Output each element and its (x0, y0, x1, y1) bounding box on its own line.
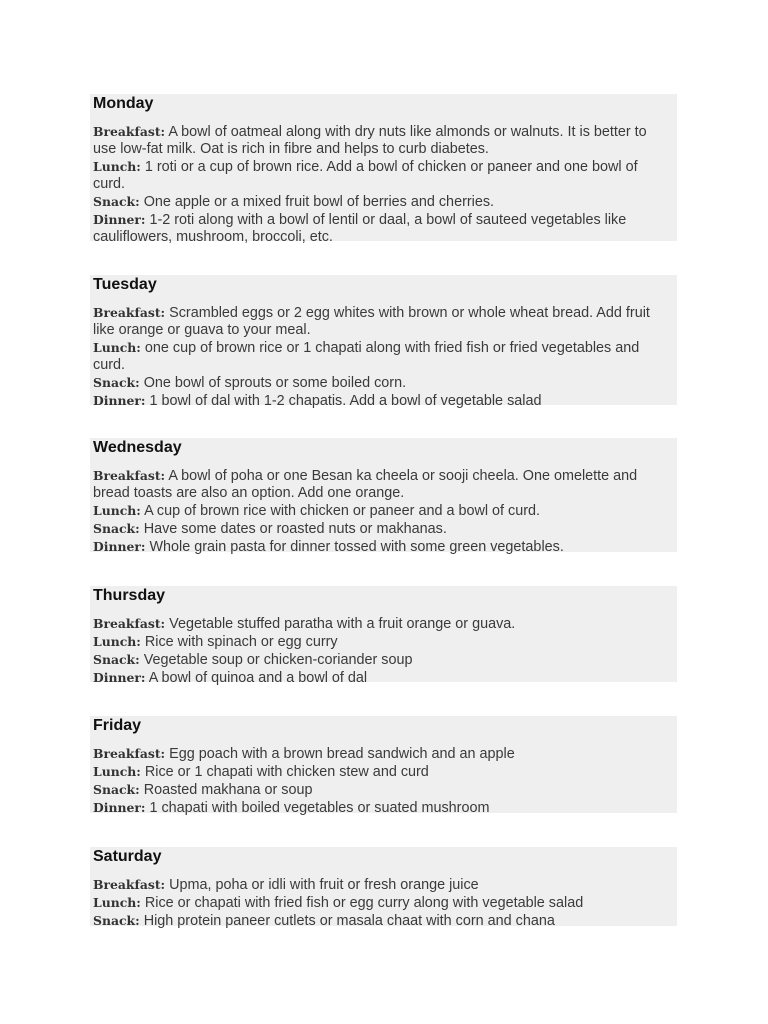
meal-label: Dinner: (93, 393, 146, 408)
meal-label: Dinner: (93, 539, 146, 554)
day-title: Saturday (93, 848, 162, 865)
meal-text: Vegetable stuffed paratha with a fruit orange or guava. (169, 616, 516, 632)
meal-lunch (93, 894, 673, 912)
meal-label: Breakfast: (93, 746, 166, 761)
meal-label: Snack: (93, 521, 140, 536)
meal-lunch (93, 158, 673, 193)
meal-breakfast (93, 123, 673, 158)
meal-text: Roasted makhana or soup (143, 782, 313, 798)
meal-snack (93, 912, 673, 930)
meal-lunch (93, 633, 673, 651)
day-section-thursday (90, 586, 677, 686)
meal-text: 1 bowl of dal with 1-2 chapatis. Add a bowl of vegetable salad (149, 393, 542, 409)
meal-text: Vegetable soup or chicken-coriander soup (143, 652, 413, 668)
meal-label: Breakfast: (93, 305, 166, 320)
meal-dinner (93, 392, 673, 410)
meal-breakfast (93, 745, 673, 763)
meal-label: Snack: (93, 375, 140, 390)
meal-text: Whole grain pasta for dinner tossed with some green vegetables. (149, 539, 564, 555)
meal-text: 1 roti or a cup of brown rice. Add a bowl of chicken or paneer and one bowl of curd. (93, 159, 638, 192)
meal-label: Lunch: (93, 340, 141, 355)
day-title: Wednesday (93, 439, 182, 456)
day-section-wednesday (90, 438, 677, 555)
day-title: Friday (93, 717, 142, 734)
meal-dinner (93, 211, 673, 246)
meal-label: Breakfast: (93, 468, 166, 483)
meal-text: A cup of brown rice with chicken or paneer and a bowl of curd. (144, 503, 541, 519)
meal-text: 1-2 roti along with a bowl of lentil or daal, a bowl of sauteed vegetables like cauliflowers, mushroom, broccoli, etc. (93, 212, 627, 245)
meal-snack (93, 781, 673, 799)
day-section-friday (90, 716, 677, 816)
meal-label: Lunch: (93, 764, 141, 779)
meal-label: Breakfast: (93, 877, 166, 892)
meal-label: Snack: (93, 913, 140, 928)
meal-text: High protein paneer cutlets or masala chaat with corn and chana (143, 913, 555, 929)
meal-dinner (93, 799, 673, 817)
meal-text: Rice or 1 chapati with chicken stew and curd (144, 764, 429, 780)
meal-text: A bowl of oatmeal along with dry nuts like almonds or walnuts. It is better to use low-fat milk. Oat is rich in fibre and helps to curb diabetes. (93, 124, 647, 157)
meal-label: Dinner: (93, 670, 146, 685)
meal-label: Lunch: (93, 159, 141, 174)
meal-text: A bowl of poha or one Besan ka cheela or sooji cheela. One omelette and bread toasts are also an option. Add one orange. (93, 468, 638, 501)
meal-text: Rice or chapati with fried fish or egg curry along with vegetable salad (144, 895, 584, 911)
meal-label: Breakfast: (93, 616, 166, 631)
meal-breakfast (93, 615, 673, 633)
day-section-saturday (90, 847, 677, 929)
meal-label: Dinner: (93, 800, 146, 815)
meal-text: One apple or a mixed fruit bowl of berries and cherries. (143, 194, 495, 210)
day-section-tuesday (90, 275, 677, 409)
meal-dinner (93, 538, 673, 556)
meal-text: 1 chapati with boiled vegetables or suated mushroom (149, 800, 490, 816)
day-title: Monday (93, 95, 154, 112)
meal-label: Lunch: (93, 503, 141, 518)
meal-lunch (93, 502, 673, 520)
meal-label: Snack: (93, 652, 140, 667)
meal-label: Dinner: (93, 212, 146, 227)
meal-snack (93, 651, 673, 669)
meal-label: Snack: (93, 194, 140, 209)
meal-label: Lunch: (93, 634, 141, 649)
meal-text: Scrambled eggs or 2 egg whites with brown or whole wheat bread. Add fruit like orange or guava to your meal. (93, 305, 650, 338)
meal-text: Have some dates or roasted nuts or makhanas. (143, 521, 447, 537)
day-title: Tuesday (93, 276, 157, 293)
meal-breakfast (93, 304, 673, 339)
meal-label: Breakfast: (93, 124, 166, 139)
meal-snack (93, 193, 673, 211)
meal-text: A bowl of quinoa and a bowl of dal (148, 670, 368, 686)
meal-lunch (93, 339, 673, 374)
meal-lunch (93, 763, 673, 781)
meal-breakfast (93, 876, 673, 894)
meal-text: Upma, poha or idli with fruit or fresh orange juice (169, 877, 479, 893)
meal-snack (93, 374, 673, 392)
meal-label: Lunch: (93, 895, 141, 910)
meal-text: Rice with spinach or egg curry (144, 634, 338, 650)
meal-text: One bowl of sprouts or some boiled corn. (143, 375, 407, 391)
meal-text: Egg poach with a brown bread sandwich and an apple (169, 746, 515, 762)
meal-label: Snack: (93, 782, 140, 797)
meal-text: one cup of brown rice or 1 chapati along with fried fish or fried vegetables and curd. (93, 340, 640, 373)
day-section-monday (90, 94, 677, 245)
meal-dinner (93, 669, 673, 687)
meal-snack (93, 520, 673, 538)
meal-breakfast (93, 467, 673, 502)
day-title: Thursday (93, 587, 166, 604)
